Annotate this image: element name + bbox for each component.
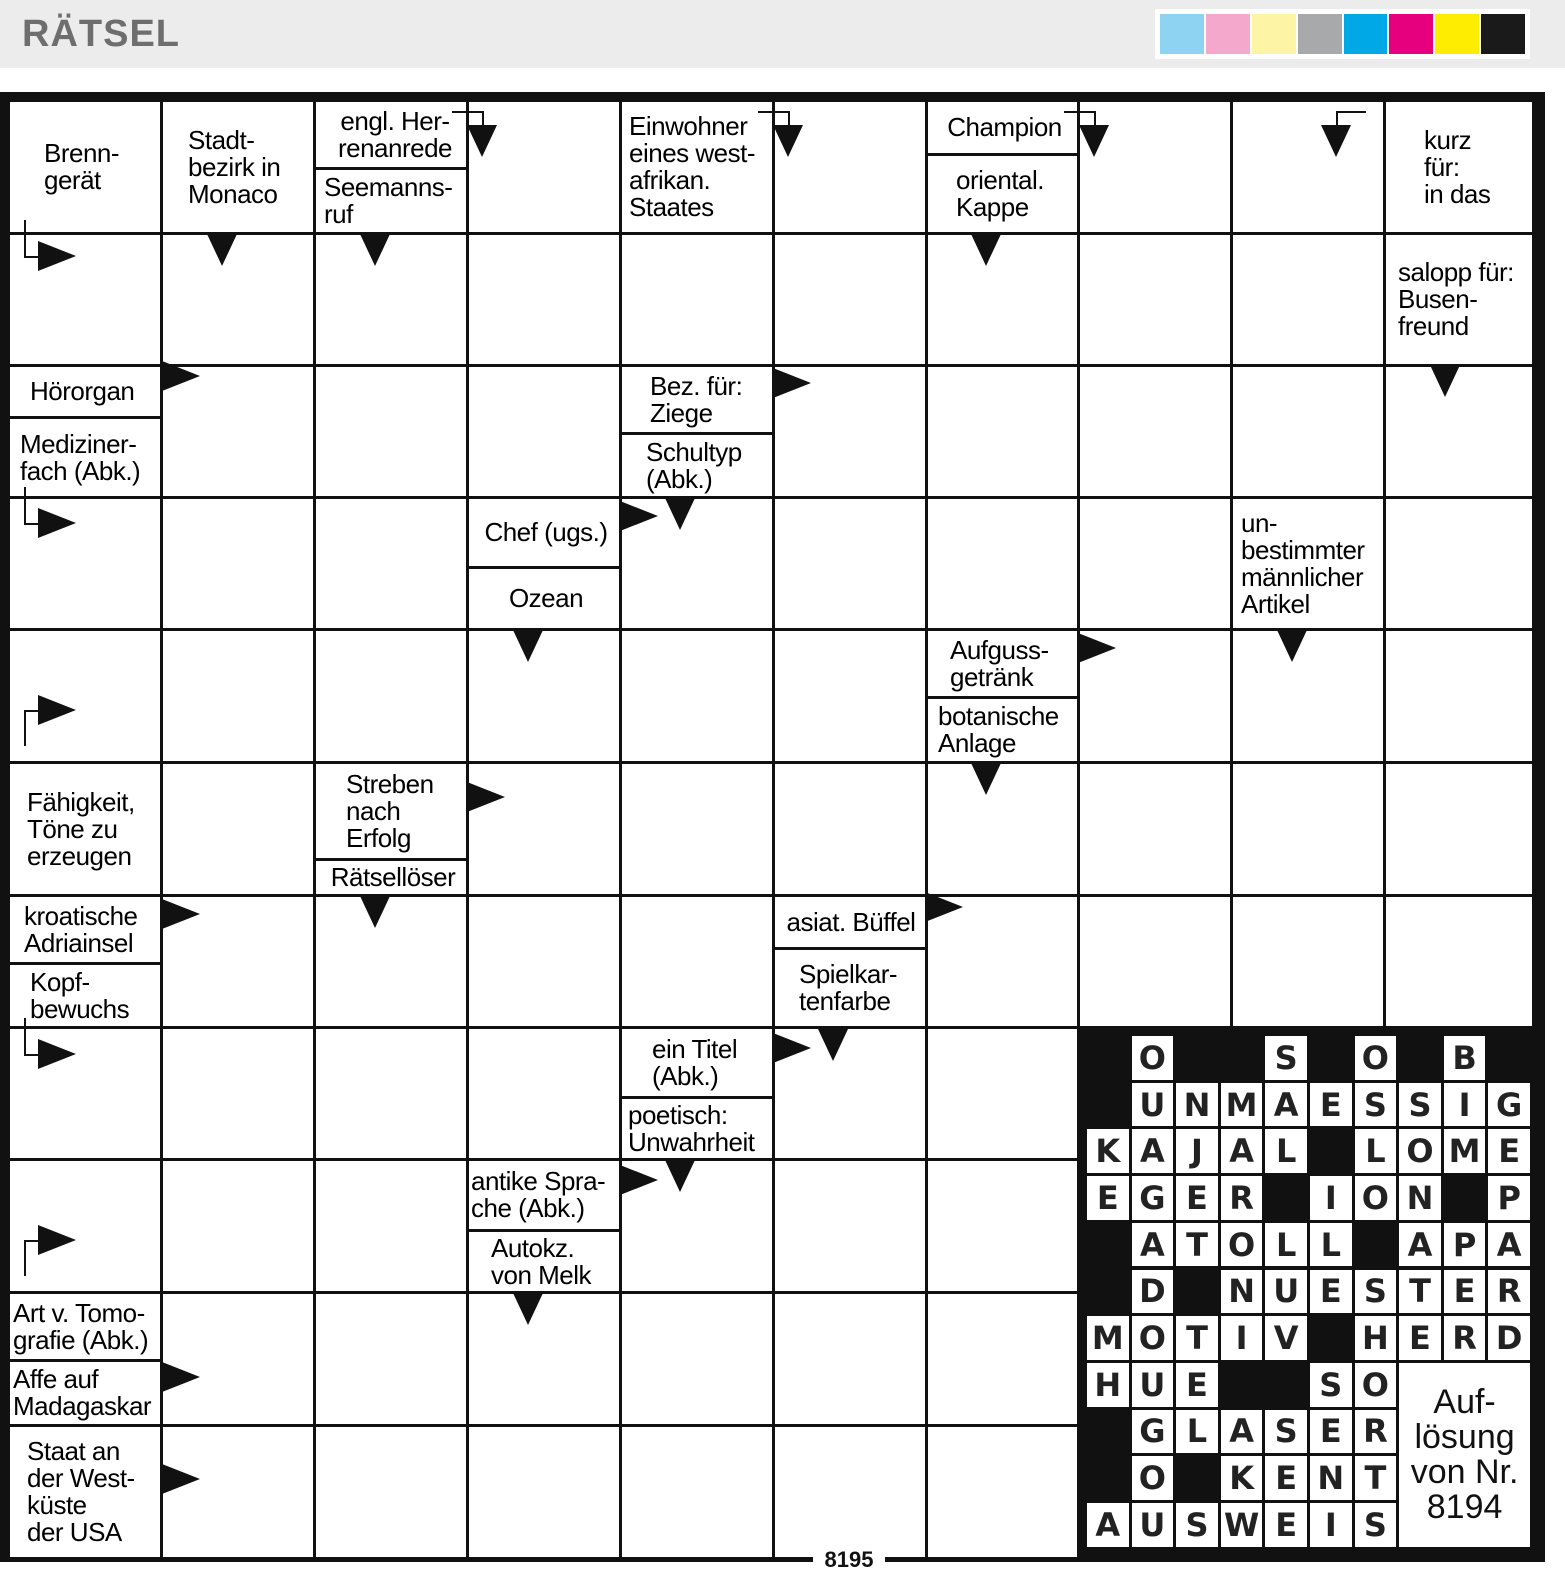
solution-letter: E [1310, 1083, 1352, 1127]
clue-cell [10, 1294, 160, 1359]
arrow-right-icon [38, 1039, 76, 1069]
arrow-stem [482, 111, 484, 125]
answer-cell[interactable] [622, 1294, 772, 1424]
answer-cell[interactable] [469, 631, 619, 761]
answer-cell[interactable] [10, 1161, 160, 1291]
answer-cell[interactable] [622, 631, 772, 761]
clue-cell [469, 1161, 619, 1229]
color-swatch [1389, 14, 1433, 54]
answer-cell[interactable] [163, 631, 313, 761]
answer-cell[interactable] [622, 1427, 772, 1557]
answer-cell[interactable] [316, 235, 466, 364]
clue-cell [1386, 235, 1532, 364]
solution-letter: E [1488, 1129, 1530, 1173]
arrow-right-icon [38, 695, 76, 725]
arrow-down-icon [773, 125, 803, 157]
clue-text: kurz für: in das [1424, 124, 1491, 209]
solution-letter: S [1355, 1083, 1397, 1127]
clue-text: Chef (ugs.) [484, 517, 608, 547]
answer-cell[interactable] [775, 764, 925, 894]
answer-cell[interactable] [469, 367, 619, 496]
arrow-right-icon [467, 782, 505, 812]
solution-letter: L [1265, 1223, 1307, 1267]
arrow-stem [24, 710, 26, 746]
clue-cell [469, 569, 619, 628]
color-swatch [1160, 14, 1204, 54]
arrow-right-icon [620, 501, 658, 531]
answer-cell[interactable] [163, 499, 313, 628]
answer-cell[interactable] [469, 102, 619, 232]
clue-text: Fähigkeit, Töne zu erzeugen [27, 786, 135, 871]
answer-cell[interactable] [1080, 102, 1230, 232]
arrow-stem [452, 111, 482, 113]
clue-cell [1386, 102, 1532, 232]
clue-text: Schultyp (Abk.) [646, 436, 742, 494]
answer-cell[interactable] [316, 897, 466, 1026]
solution-letter: S [1355, 1503, 1397, 1547]
arrow-right-icon [162, 361, 200, 391]
answer-cell[interactable] [1233, 631, 1383, 761]
solution-letter: M [1221, 1083, 1263, 1127]
solution-letter: U [1265, 1270, 1307, 1314]
solution-letter: E [1265, 1503, 1307, 1547]
solution-letter: E [1310, 1410, 1352, 1454]
solution-letter: E [1176, 1176, 1218, 1220]
solution-letter: W [1221, 1503, 1263, 1547]
arrow-right-icon [38, 1225, 76, 1255]
clue-cell [928, 156, 1077, 232]
arrow-down-icon [1430, 365, 1460, 397]
clue-cell [469, 499, 619, 566]
solution-letter: N [1221, 1270, 1263, 1314]
arrow-stem [24, 710, 38, 712]
arrow-right-icon [162, 1362, 200, 1392]
arrow-right-icon [773, 368, 811, 398]
answer-cell[interactable] [1233, 897, 1383, 1026]
answer-cell[interactable] [928, 499, 1077, 628]
answer-cell[interactable] [1080, 367, 1230, 496]
arrow-stem [24, 523, 38, 525]
color-swatch [1344, 14, 1388, 54]
clue-text: asiat. Büffel [786, 906, 916, 937]
solution-letter: K [1221, 1456, 1263, 1500]
solution-letter: D [1488, 1316, 1530, 1360]
answer-cell[interactable] [775, 1161, 925, 1291]
answer-cell[interactable] [622, 764, 772, 894]
arrow-down-icon [818, 1029, 848, 1061]
clue-cell [10, 1362, 160, 1424]
answer-cell[interactable] [775, 1427, 925, 1557]
arrow-right-icon [1078, 633, 1116, 663]
answer-cell[interactable] [1386, 764, 1532, 894]
solution-letter: G [1488, 1083, 1530, 1127]
clue-text: oriental. Kappe [956, 165, 1044, 222]
answer-cell[interactable] [775, 631, 925, 761]
arrow-down-icon [665, 498, 695, 530]
color-swatch [1252, 14, 1296, 54]
answer-cell[interactable] [1233, 367, 1383, 496]
clue-text: Streben nach Erfolg [346, 768, 434, 853]
clue-cell [775, 897, 925, 947]
solution-letter: R [1488, 1270, 1530, 1314]
arrow-down-icon [360, 896, 390, 928]
answer-cell[interactable] [928, 1427, 1077, 1557]
clue-cell [775, 950, 925, 1026]
answer-cell[interactable] [928, 1161, 1077, 1291]
arrow-down-icon [513, 1293, 543, 1325]
solution-letter: H [1087, 1363, 1129, 1407]
arrow-down-icon [513, 630, 543, 662]
arrow-stem [24, 1240, 38, 1242]
solution-letter: O [1355, 1036, 1397, 1080]
clue-cell [10, 419, 160, 496]
solution-letter: S [1176, 1503, 1218, 1547]
solution-letter: I [1221, 1316, 1263, 1360]
answer-cell[interactable] [1233, 102, 1383, 232]
clue-text: Seemanns- ruf [324, 172, 453, 229]
arrow-down-icon [665, 1160, 695, 1192]
arrow-down-icon [971, 234, 1001, 266]
solution-letter: A [1132, 1223, 1174, 1267]
puzzle-number: 8195 [813, 1545, 885, 1575]
solution-letter: D [1132, 1270, 1174, 1314]
answer-cell[interactable] [469, 1029, 619, 1158]
solution-letter: H [1355, 1316, 1397, 1360]
solution-label: Auf- lösung von Nr. 8194 [1399, 1363, 1530, 1547]
solution-letter: T [1355, 1456, 1397, 1500]
answer-cell[interactable] [928, 1294, 1077, 1424]
header-bar [0, 0, 1565, 68]
clue-cell [622, 435, 772, 496]
solution-letter: P [1488, 1176, 1530, 1220]
arrow-down-icon [1321, 125, 1351, 157]
clue-text: salopp für: Busen- freund [1398, 257, 1514, 341]
solution-letter: S [1310, 1363, 1352, 1407]
clue-text: Champion [947, 112, 1062, 142]
solution-letter: G [1132, 1410, 1174, 1454]
clue-text: Mediziner- fach (Abk.) [20, 428, 141, 486]
answer-cell[interactable] [469, 897, 619, 1026]
answer-cell[interactable] [163, 764, 313, 894]
answer-cell[interactable] [469, 235, 619, 364]
answer-cell[interactable] [622, 897, 772, 1026]
solution-letter: A [1265, 1083, 1307, 1127]
answer-cell[interactable] [1233, 764, 1383, 894]
solution-letter: S [1265, 1036, 1307, 1080]
clue-cell [10, 764, 160, 894]
solution-letter: O [1355, 1363, 1397, 1407]
clue-text: Aufguss- getränk [950, 634, 1049, 692]
solution-letter: E [1265, 1456, 1307, 1500]
solution-letter: O [1355, 1176, 1397, 1220]
arrow-down-icon [207, 234, 237, 266]
solution-letter: L [1310, 1223, 1352, 1267]
arrow-right-icon [620, 1165, 658, 1195]
clue-text: Stadt- bezirk in Monaco [188, 124, 281, 209]
color-swatch [1481, 14, 1525, 54]
arrow-down-icon [467, 125, 497, 157]
answer-cell[interactable] [1386, 631, 1532, 761]
answer-cell[interactable] [163, 1029, 313, 1158]
answer-cell[interactable] [1080, 897, 1230, 1026]
arrow-down-icon [1079, 125, 1109, 157]
solution-letter: A [1221, 1129, 1263, 1173]
clue-text: Ozean [508, 583, 584, 613]
answer-cell[interactable] [928, 1029, 1077, 1158]
solution-letter: O [1132, 1316, 1174, 1360]
solution-letter: J [1176, 1129, 1218, 1173]
solution-letter: S [1265, 1410, 1307, 1454]
clue-cell [622, 102, 772, 232]
arrow-stem [1336, 111, 1338, 125]
clue-cell [10, 897, 160, 962]
solution-letter: T [1399, 1270, 1441, 1314]
answer-cell[interactable] [775, 235, 925, 364]
arrow-down-icon [1277, 630, 1307, 662]
answer-cell[interactable] [775, 102, 925, 232]
answer-cell[interactable] [163, 1294, 313, 1424]
clue-text: Staat an der West- küste der USA [27, 1436, 135, 1547]
clue-text: Einwohner eines west- afrikan. Staates [629, 111, 755, 222]
clue-text: poetisch: Unwahrheit [628, 1099, 755, 1157]
clue-cell [316, 764, 466, 858]
solution-letter: L [1265, 1129, 1307, 1173]
clue-cell [316, 170, 466, 232]
answer-cell[interactable] [1080, 235, 1230, 364]
answer-cell[interactable] [316, 1029, 466, 1158]
clue-text: un- bestimmter männlicher Artikel [1241, 507, 1365, 619]
clue-cell [10, 367, 160, 416]
solution-letter: V [1265, 1316, 1307, 1360]
answer-cell[interactable] [10, 1029, 160, 1158]
solution-letter: G [1132, 1176, 1174, 1220]
solution-letter: O [1399, 1129, 1441, 1173]
clue-cell [928, 631, 1077, 696]
solution-letter: A [1132, 1129, 1174, 1173]
answer-cell[interactable] [10, 631, 160, 761]
color-swatch [1435, 14, 1479, 54]
arrow-stem [24, 1054, 38, 1056]
answer-cell[interactable] [316, 499, 466, 628]
arrow-stem [1094, 111, 1096, 125]
clue-cell [622, 1099, 772, 1158]
solution-letter: T [1176, 1223, 1218, 1267]
answer-cell[interactable] [163, 1161, 313, 1291]
arrow-right-icon [925, 892, 963, 922]
solution-letter: E [1310, 1270, 1352, 1314]
arrow-right-icon [773, 1033, 811, 1063]
answer-cell[interactable] [316, 1161, 466, 1291]
clue-text: Art v. Tomo- grafie (Abk.) [13, 1297, 149, 1355]
clue-text: Kopf- bewuchs [30, 966, 130, 1024]
arrow-stem [1064, 111, 1094, 113]
solution-letter: U [1132, 1083, 1174, 1127]
answer-cell[interactable] [928, 367, 1077, 496]
answer-cell[interactable] [928, 764, 1077, 894]
answer-cell[interactable] [316, 1427, 466, 1557]
clue-text: Affe auf Madagaskar [13, 1364, 152, 1421]
answer-cell[interactable] [1233, 235, 1383, 364]
answer-cell[interactable] [775, 499, 925, 628]
clue-cell [928, 699, 1077, 761]
solution-letter: A [1399, 1223, 1441, 1267]
clue-cell [622, 367, 772, 432]
solution-letter: U [1132, 1363, 1174, 1407]
clue-cell [928, 102, 1077, 153]
clue-cell [622, 1029, 772, 1096]
arrow-stem [788, 111, 790, 125]
solution-letter: I [1310, 1503, 1352, 1547]
arrow-stem [24, 256, 38, 258]
solution-letter: S [1355, 1270, 1397, 1314]
solution-letter: E [1176, 1363, 1218, 1407]
arrow-stem [24, 1018, 26, 1054]
answer-cell[interactable] [10, 235, 160, 364]
clue-cell [1233, 499, 1383, 628]
clue-cell [316, 102, 466, 167]
arrow-stem [1336, 111, 1366, 113]
solution-letter: E [1087, 1176, 1129, 1220]
answer-cell[interactable] [163, 235, 313, 364]
arrow-right-icon [38, 241, 76, 271]
solution-letter: T [1176, 1316, 1218, 1360]
clue-cell [316, 861, 466, 894]
arrow-right-icon [162, 899, 200, 929]
solution-letter: O [1221, 1223, 1263, 1267]
clue-cell [10, 965, 160, 1026]
solution-letter: E [1399, 1316, 1441, 1360]
answer-cell[interactable] [469, 1427, 619, 1557]
solution-letter: M [1087, 1316, 1129, 1360]
answer-cell[interactable] [775, 1294, 925, 1424]
solution-letter: I [1310, 1176, 1352, 1220]
arrow-stem [758, 111, 788, 113]
arrow-down-icon [971, 763, 1001, 795]
solution-letter: L [1355, 1129, 1397, 1173]
answer-cell[interactable] [1386, 897, 1532, 1026]
arrow-stem [24, 220, 26, 256]
clue-text: botanische Anlage [938, 701, 1059, 758]
solution-letter: R [1444, 1316, 1486, 1360]
solution-letter: R [1221, 1176, 1263, 1220]
clue-cell [469, 1232, 619, 1291]
solution-letter: S [1399, 1083, 1441, 1127]
clue-text: Autokz. von Melk [491, 1232, 592, 1290]
answer-cell[interactable] [316, 367, 466, 496]
color-swatch [1298, 14, 1342, 54]
clue-text: Hörorgan [30, 376, 135, 406]
solution-letter: L [1176, 1410, 1218, 1454]
answer-cell[interactable] [622, 235, 772, 364]
solution-letter: O [1132, 1036, 1174, 1080]
clue-text: engl. Her- renanrede [337, 105, 453, 163]
arrow-right-icon [38, 508, 76, 538]
crossword-grid [0, 92, 1545, 1562]
solution-letter: K [1087, 1129, 1129, 1173]
arrow-stem [24, 487, 26, 523]
answer-cell[interactable] [1080, 499, 1230, 628]
answer-cell[interactable] [316, 631, 466, 761]
solution-letter: N [1310, 1456, 1352, 1500]
clue-cell [10, 1427, 160, 1557]
solution-letter: N [1399, 1176, 1441, 1220]
answer-cell[interactable] [469, 1294, 619, 1424]
print-color-bar [1155, 9, 1530, 59]
answer-cell[interactable] [316, 1294, 466, 1424]
solution-letter: N [1176, 1083, 1218, 1127]
solution-letter: A [1488, 1223, 1530, 1267]
clue-text: Brenn- gerät [44, 138, 120, 195]
page-title: RÄTSEL [22, 13, 180, 55]
clue-text: Rätsellöser [330, 862, 456, 892]
solution-letter: E [1444, 1270, 1486, 1314]
answer-cell[interactable] [928, 235, 1077, 364]
clue-text: antike Spra- che (Abk.) [471, 1166, 606, 1223]
answer-cell[interactable] [1080, 764, 1230, 894]
clue-cell [10, 102, 160, 232]
solution-letter: A [1087, 1503, 1129, 1547]
clue-text: Bez. für: Ziege [650, 370, 743, 428]
solution-letter: A [1221, 1410, 1263, 1454]
arrow-stem [24, 1240, 26, 1276]
clue-cell [163, 102, 313, 232]
clue-text: Spielkar- tenfarbe [799, 959, 898, 1016]
solution-letter: B [1444, 1036, 1486, 1080]
solution-letter: U [1132, 1503, 1174, 1547]
clue-text: kroatische Adriainsel [24, 900, 138, 958]
solution-letter: P [1444, 1223, 1486, 1267]
solution-letter: I [1444, 1083, 1486, 1127]
solution-letter: M [1444, 1129, 1486, 1173]
solution-letter: R [1355, 1410, 1397, 1454]
answer-cell[interactable] [1386, 499, 1532, 628]
solution-letter: O [1132, 1456, 1174, 1500]
clue-text: ein Titel (Abk.) [652, 1033, 738, 1091]
arrow-down-icon [360, 234, 390, 266]
color-swatch [1206, 14, 1250, 54]
arrow-right-icon [162, 1464, 200, 1494]
answer-cell[interactable] [10, 499, 160, 628]
